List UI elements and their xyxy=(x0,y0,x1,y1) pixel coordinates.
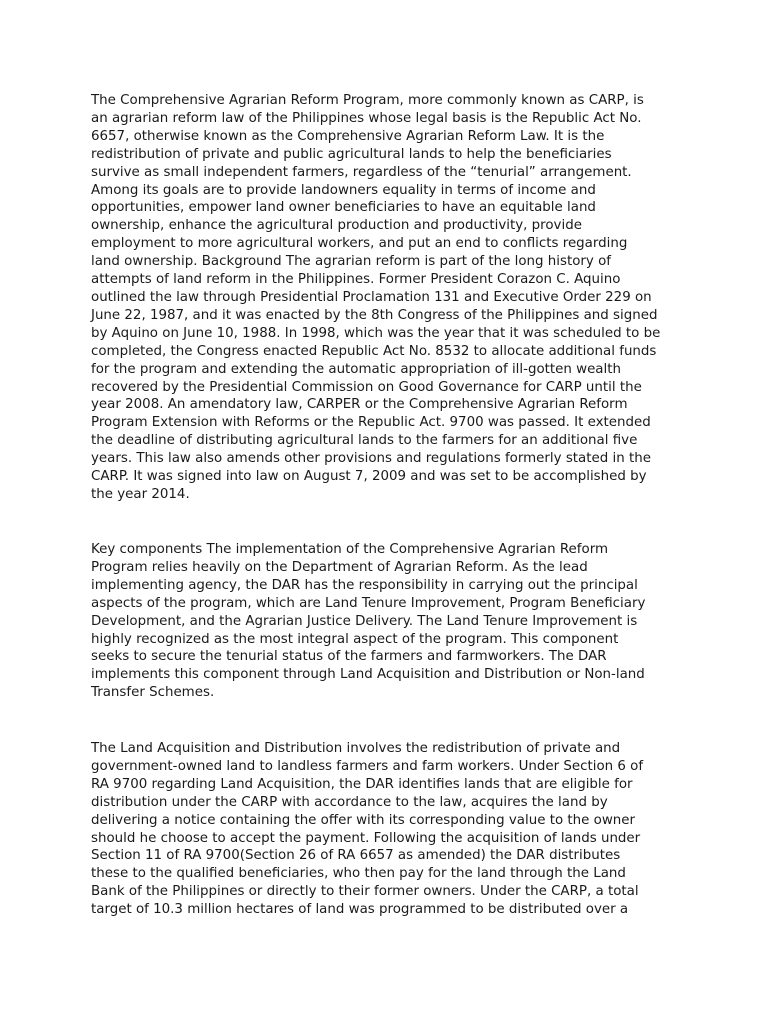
text-line: year 2008. An amendatory law, CARPER or the Comprehensive Agrarian Reform xyxy=(91,397,628,413)
text-line: implementing agency, the DAR has the responsibility in carrying out the principal xyxy=(91,577,638,593)
text-line: aspects of the program, which are Land Tenure Improvement, Program Beneficiary xyxy=(91,595,646,611)
text-line: The Comprehensive Agrarian Reform Program, more commonly known as CARP, is xyxy=(91,93,644,108)
text-line: the deadline of distributing agricultural lands to the farmers for an additional five xyxy=(91,433,638,449)
text-line: RA 9700 regarding Land Acquisition, the DAR identifies lands that are eligible for xyxy=(91,776,633,792)
text-line: highly recognized as the most integral aspect of the program. This component xyxy=(91,631,619,647)
text-line: Program Extension with Reforms or the Republic Act. 9700 was passed. It extended xyxy=(91,415,651,431)
text-line: target of 10.3 million hectares of land was programmed to be distributed over a xyxy=(91,902,629,918)
text-line: implements this component through Land Acquisition and Distribution or Non-land xyxy=(91,667,645,683)
text-line: government-owned land to landless farmers and farm workers. Under Section 6 of xyxy=(91,758,644,774)
text-line: redistribution of private and public agricultural lands to help the beneficiaries xyxy=(91,146,612,162)
text-line: should he choose to accept the payment. Following the acquisition of lands under xyxy=(91,830,641,846)
text-line: distribution under the CARP with accordance to the law, acquires the land by xyxy=(91,794,608,810)
paragraph-carp-overview xyxy=(91,92,691,504)
text-line: Development, and the Agrarian Justice Delivery. The Land Tenure Improvement is xyxy=(91,613,638,629)
paragraph-key-components xyxy=(91,541,691,702)
text-line: June 22, 1987, and it was enacted by the 8th Congress of the Philippines and signed xyxy=(91,307,658,323)
text-line: for the program and extending the automatic appropriation of ill-gotten wealth xyxy=(91,361,621,377)
text-line: these to the qualified beneficiaries, who then pay for the land through the Land xyxy=(91,866,626,882)
text-line: years. This law also amends other provisions and regulations formerly stated in the xyxy=(91,451,651,467)
text-line: 6657, otherwise known as the Comprehensive Agrarian Reform Law. It is the xyxy=(91,128,605,144)
text-line: survive as small independent farmers, regardless of the “tenurial” arrangement. xyxy=(91,164,632,180)
text-line: employment to more agricultural workers, and put an end to conflicts regarding xyxy=(91,236,628,252)
text-line: land ownership. Background The agrarian reform is part of the long history of xyxy=(91,254,612,270)
text-line: an agrarian reform law of the Philippines whose legal basis is the Republic Act No. xyxy=(91,110,642,126)
text-line: Program relies heavily on the Department of Agrarian Reform. As the lead xyxy=(91,559,588,575)
text-line: opportunities, empower land owner beneficiaries to have an equitable land xyxy=(91,200,596,216)
text-line: Key components The implementation of the Comprehensive Agrarian Reform xyxy=(91,542,609,557)
text-line: Section 11 of RA 9700(Section 26 of RA 6657 as amended) the DAR distributes xyxy=(91,848,621,864)
text-line: Bank of the Philippines or directly to their former owners. Under the CARP, a total xyxy=(91,884,639,900)
text-line: by Aquino on June 10, 1988. In 1998, which was the year that it was scheduled to be xyxy=(91,325,661,341)
text-line: delivering a notice containing the offer with its corresponding value to the owner xyxy=(91,812,636,828)
text-line: completed, the Congress enacted Republic Act No. 8532 to allocate additional funds xyxy=(91,343,657,359)
text-line: Transfer Schemes. xyxy=(91,685,215,701)
text-line: The Land Acquisition and Distribution involves the redistribution of private and xyxy=(91,741,621,756)
text-line: outlined the law through Presidential Proclamation 131 and Executive Order 229 on xyxy=(91,289,652,305)
paragraph-land-acquisition xyxy=(91,740,691,919)
text-line: recovered by the Presidential Commission on Good Governance for CARP until the xyxy=(91,379,642,395)
text-line: the year 2014. xyxy=(91,486,190,502)
text-line: attempts of land reform in the Philippines. Former President Corazon C. Aquino xyxy=(91,272,621,288)
text-line: seeks to secure the tenurial status of the farmers and farmworkers. The DAR xyxy=(91,649,607,665)
text-line: CARP. It was signed into law on August 7, 2009 and was set to be accomplished by xyxy=(91,469,647,485)
text-line: ownership, enhance the agricultural production and productivity, provide xyxy=(91,218,582,234)
text-line: Among its goals are to provide landowners equality in terms of income and xyxy=(91,182,596,198)
